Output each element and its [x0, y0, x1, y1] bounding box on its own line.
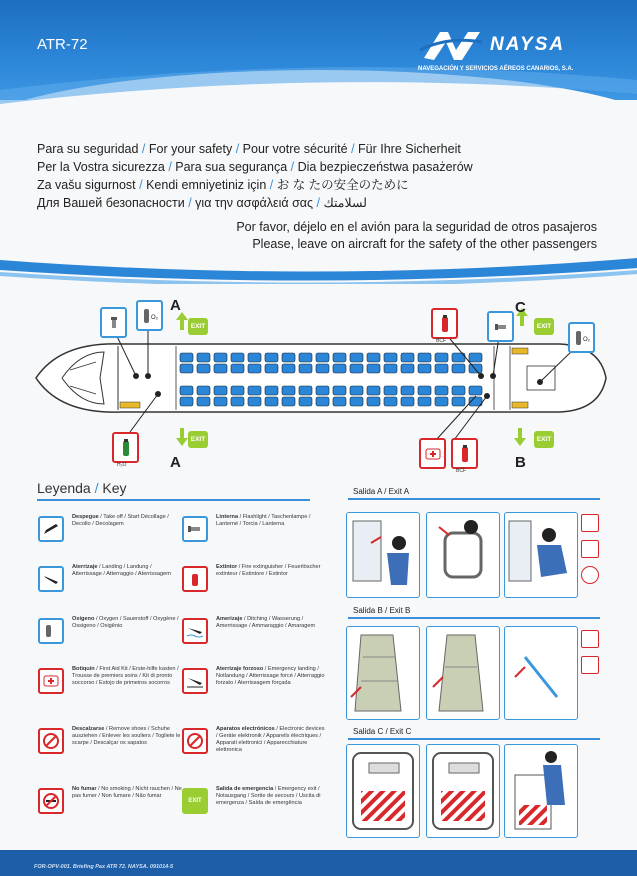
seat — [180, 397, 193, 406]
phrase: Para sua segurança — [175, 160, 288, 174]
seat — [384, 353, 397, 362]
seat — [248, 364, 261, 373]
seat — [367, 386, 380, 395]
safety-line: Для Вашей безопасности / για την ασφάλειά σας / لسلامتك — [37, 196, 367, 210]
no-shoes-icon — [38, 728, 64, 754]
seat — [333, 397, 346, 406]
seat — [384, 364, 397, 373]
takeoff-icon — [581, 630, 599, 648]
phrase: お な たの安全のために — [276, 178, 409, 192]
seat — [333, 386, 346, 395]
legend-ditching: Amerizaje / Ditching / Wasserung / Amerrissage / Ammaraggio / Amaragem — [182, 616, 322, 656]
takeoff-icon — [581, 514, 599, 532]
exit-b-step-3 — [504, 626, 578, 720]
fire-extinguisher-icon — [182, 566, 208, 592]
seat — [452, 386, 465, 395]
aircraft-type: ATR-72 — [37, 36, 88, 53]
exit-a-step-2 — [426, 512, 500, 598]
no-electronics-icon — [182, 728, 208, 754]
legend-takeoff: Despegue / Take off / Start Décollage / Decollo / Decolagem — [38, 514, 178, 554]
seat — [367, 397, 380, 406]
legend-electronic-devices: Aparatos electrónicos / Electronic devices / Geräte elektronik / Appareils électriques / Apparati elettronici / Apparecchiature elettronica — [182, 726, 322, 766]
exit-b-step-1 — [346, 626, 420, 720]
phrase: Para su seguridad — [37, 142, 139, 156]
seat — [299, 386, 312, 395]
safety-line: Para su seguridad / For your safety / Pour votre sécurité / Für Ihre Sicherheit — [37, 142, 461, 156]
leave-notice — [236, 219, 597, 253]
brand-name: NAYSA — [490, 34, 566, 55]
oxygen-label: O₂ — [150, 314, 158, 321]
landing-icon — [38, 566, 64, 592]
phrase: για την ασφάλειά σας — [195, 196, 314, 210]
seat — [350, 397, 363, 406]
legend-remove-shoes: Descalzarse / Remove shoes / Schuhe ausziehen / Enlever les souliers / Togliete le scarpe / Descalçar os sapatos — [38, 726, 178, 766]
seat — [367, 364, 380, 373]
seat — [401, 397, 414, 406]
legend-title: Leyenda / Key — [37, 480, 127, 496]
no-shoes-icon — [581, 566, 599, 584]
exit-letter-a-bottom: A — [170, 454, 181, 471]
fire-extinguisher-icon — [451, 438, 478, 469]
seat — [401, 364, 414, 373]
emergency-landing-icon — [182, 668, 208, 694]
seat — [418, 353, 431, 362]
safety-phrases — [37, 140, 473, 212]
oxygen-icon — [136, 300, 163, 331]
exit-sign-a-bottom: EXIT — [188, 431, 208, 448]
flashlight-icon — [182, 516, 208, 542]
seat — [384, 386, 397, 395]
legend-no-smoking: No fumar / No smoking / Nicht rauchen / Ne pas fumer / Non fumare / Não fumar — [38, 786, 178, 826]
seat — [401, 386, 414, 395]
exit-b-heading: Salida B / Exit B — [353, 606, 411, 615]
seat — [265, 386, 278, 395]
seat — [231, 397, 244, 406]
phrase: For your safety — [148, 142, 233, 156]
seat — [197, 364, 210, 373]
exit-c-step-3 — [504, 744, 578, 838]
seat — [265, 397, 278, 406]
seat — [282, 386, 295, 395]
seat — [350, 353, 363, 362]
emergency-exit-icon: EXIT — [182, 788, 208, 814]
leave-notice-es: Por favor, déjelo en el avión para la seguridad de otros pasajeros — [236, 220, 597, 234]
legend-emergency-landing: Aterrizaje forzoso / Emergency landing / Notlandung / Atterrissage forcé / Atterraggio forzato / Aterrissagem forçada — [182, 666, 322, 706]
oxygen-icon — [568, 322, 595, 353]
seat — [231, 353, 244, 362]
exit-sign-c: EXIT — [534, 318, 554, 335]
seat — [197, 353, 210, 362]
seat — [418, 386, 431, 395]
seat — [316, 364, 329, 373]
seat — [299, 353, 312, 362]
ditching-icon — [581, 656, 599, 674]
phrase: Kendi emniyetiniz için — [146, 178, 267, 192]
seat — [418, 397, 431, 406]
footer-code: FOR-OPV-001. Briefing Pax ATR 72. NAYSA. 091014-5 — [34, 864, 174, 870]
exit-letter-b: B — [515, 454, 526, 471]
seat — [435, 386, 448, 395]
seat — [231, 364, 244, 373]
bcf-label-bottom: BCF — [456, 468, 466, 474]
exit-letter-a-top: A — [170, 297, 181, 314]
seat — [214, 353, 227, 362]
seat — [180, 386, 193, 395]
phrase: Pour votre sécurité — [242, 142, 348, 156]
seat — [316, 386, 329, 395]
seat — [299, 364, 312, 373]
water-extinguisher-icon — [112, 432, 139, 463]
seat — [367, 353, 380, 362]
legend-emergency-exit: EXIT Salida de emergencia / Emergency exit / Notausgang / Sortie de secours / Uscita di emergenza / Saída de emergência — [182, 786, 322, 826]
legend-oxygen: Oxígeno / Oxygen / Sauerstoff / Oxygène / Ossigeno / Oxigênio — [38, 616, 178, 656]
flashlight-icon — [487, 311, 514, 342]
leave-notice-en: Please, leave on aircraft for the safety of the other passengers — [252, 237, 597, 251]
exit-sign-b: EXIT — [534, 431, 554, 448]
seat — [265, 364, 278, 373]
seat — [214, 397, 227, 406]
seat — [214, 386, 227, 395]
legend-flashlight: Linterna / Flashlight / Taschenlampe / Lanterné / Torcia / Lanterna — [182, 514, 322, 554]
brand-subtitle: NAVEGACIÓN Y SERVICIOS AÉREOS CANARIOS, S.A. — [418, 66, 574, 72]
seat — [350, 386, 363, 395]
seat — [248, 397, 261, 406]
ditching-icon — [182, 618, 208, 644]
no-smoking-icon — [38, 788, 64, 814]
seat — [180, 364, 193, 373]
legend-landing: Aterrizaje / Landing / Landung / Atterrissage / Atterraggio / Aterrissagem — [38, 564, 178, 604]
seat — [333, 353, 346, 362]
legend-title-es: Leyenda — [37, 480, 91, 496]
phrase: Für Ihre Sicherheit — [358, 142, 461, 156]
bcf-label-top: BCF — [436, 338, 446, 344]
exit-a-step-1 — [346, 512, 420, 598]
exit-a-rule — [348, 498, 600, 500]
seat — [350, 364, 363, 373]
seat — [452, 397, 465, 406]
brand — [418, 28, 618, 78]
fire-extinguisher-icon — [431, 308, 458, 339]
seat — [384, 397, 397, 406]
exit-letter-c: C — [515, 299, 526, 316]
seat — [452, 364, 465, 373]
safety-line: Per la Vostra sicurezza / Para sua segurança / Dia bezpieczeństwa pasażerów — [37, 160, 473, 174]
ditching-icon — [581, 540, 599, 558]
phrase: Dia bezpieczeństwa pasażerów — [297, 160, 473, 174]
divider-band — [0, 254, 637, 284]
exit-c-step-1 — [346, 744, 420, 838]
seat — [299, 397, 312, 406]
legend-extinguisher: Extintor / Fire extinguisher / Feuerlöscher extinteur / Estintore / Extintor — [182, 564, 322, 604]
seat — [333, 364, 346, 373]
seat — [231, 386, 244, 395]
seat — [282, 364, 295, 373]
seat — [248, 386, 261, 395]
oxygen-label: O₂ — [582, 336, 590, 343]
footer-band — [0, 850, 637, 876]
safety-line: Za vašu sigurnost / Kendi emniyetiniz için / お な たの安全のために — [37, 178, 409, 192]
exit-c-step-2 — [426, 744, 500, 838]
phrase: Для Вашей безопасности — [37, 196, 185, 210]
seat — [248, 353, 261, 362]
legend-rule — [37, 499, 310, 501]
seat — [180, 353, 193, 362]
exit-c-rule — [348, 738, 600, 740]
phrase: Za vašu sigurnost — [37, 178, 136, 192]
legend-first-aid: Botiquín / First Aid Kit / Erste-hilfe kasten / Trousse de premiers soins / Kit di pronto soccorso / Estojo de primeiros socorros — [38, 666, 178, 706]
seat — [316, 353, 329, 362]
naysa-logo-icon — [418, 28, 484, 64]
seat — [265, 353, 278, 362]
seat — [316, 397, 329, 406]
seat — [469, 386, 482, 395]
seat — [401, 353, 414, 362]
exit-a-heading: Salida A / Exit A — [353, 487, 410, 496]
first-aid-kit-icon — [419, 438, 446, 469]
legend-title-en: Key — [102, 480, 127, 496]
seat — [282, 397, 295, 406]
takeoff-icon — [38, 516, 64, 542]
flashlight-icon — [100, 307, 127, 338]
seat — [469, 353, 482, 362]
seat — [435, 353, 448, 362]
seat — [435, 397, 448, 406]
phrase: لسلامتك — [323, 196, 367, 210]
exit-sign-a-top: EXIT — [188, 318, 208, 335]
h2o-label: H₂O — [117, 462, 127, 468]
seat — [197, 386, 210, 395]
seat — [197, 397, 210, 406]
seat — [469, 364, 482, 373]
seat — [435, 364, 448, 373]
exit-b-rule — [348, 617, 600, 619]
exit-b-step-2 — [426, 626, 500, 720]
phrase: Per la Vostra sicurezza — [37, 160, 165, 174]
seat — [214, 364, 227, 373]
exit-a-step-3 — [504, 512, 578, 598]
seat — [418, 364, 431, 373]
exit-c-heading: Salida C / Exit C — [353, 727, 412, 736]
first-aid-kit-icon — [38, 668, 64, 694]
seat — [282, 353, 295, 362]
oxygen-icon — [38, 618, 64, 644]
